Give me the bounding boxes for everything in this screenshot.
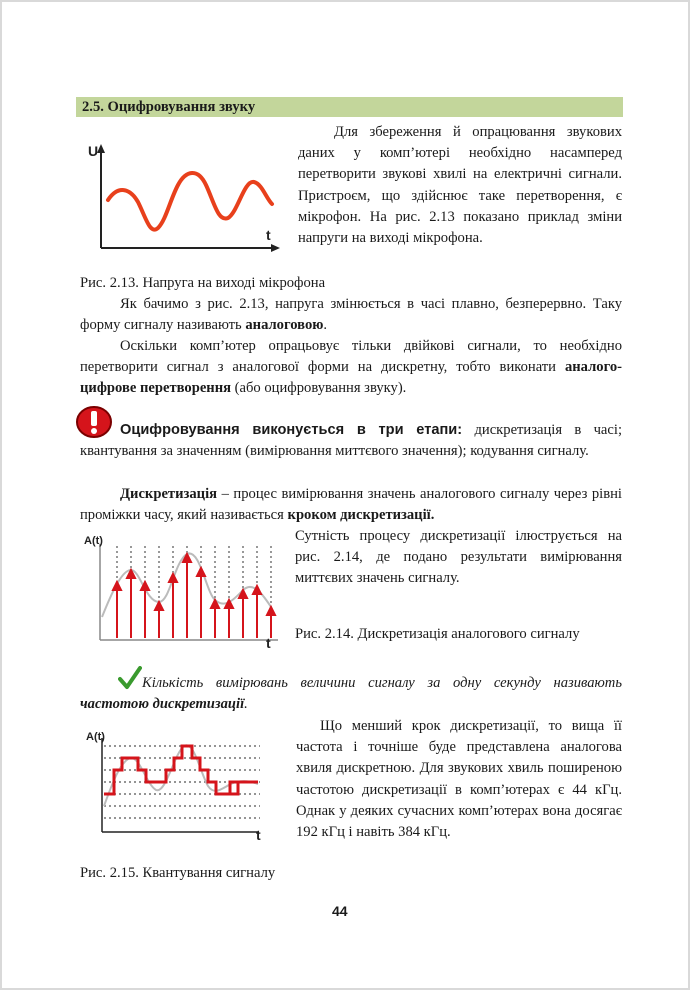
note-three-stages: Оцифровування виконується в три етапи: дискретизація в часі; квантування за значенням (вимірювання миттєвого значення); кодування сигналу.	[80, 422, 622, 460]
definition-sampling-rate: Кількість вимірювань величини сигналу за одну секунду називають частотою дискретизації.	[80, 675, 622, 713]
x-axis-label: t	[256, 827, 261, 842]
figure-2-13-voltage-graph	[86, 140, 286, 260]
paragraph-discretization-intro: Дискретизація – процес вимірювання значень аналогового сигналу через рівні проміжки часу, який називається кроком дискретизації.	[80, 486, 622, 524]
paragraph-adc: Оскільки комп’ютер опрацьовує тільки двійкові сигнали, то необхідно перетворити сигнал з аналогової форми на дискретну, тобто виконати аналого-цифрове перетворення (або оцифровування звуку).	[80, 338, 622, 397]
page	[2, 2, 688, 988]
intro-paragraph: Для збереження й опрацювання звукових даних у комп’ютері необхідно насамперед перетворити звукові хвилі на електричні сигнали. Пристроєм, що здійснює таке перетворення, є мікрофон. На рис. 2.13 показано приклад зміни напруги на виході мікрофона.	[298, 124, 622, 247]
figure-2-15-caption: Рис. 2.15. Квантування сигналу	[80, 865, 276, 881]
figure-2-15-quantization-graph	[82, 724, 267, 842]
paragraph-sampling-frequency: Що менший крок дискретизації, то вища її частота і точніше буде представлена аналогова хвиля дискретною. Для звукових хвиль поширеною частотою дискретизації в комп’ютерах є 44 кГц. Однак у деяких сучасних комп’ютерах вона досягає 192 кГц і навіть 384 кГц.	[296, 718, 622, 841]
x-axis-label: t	[266, 227, 271, 243]
page-number: 44	[332, 903, 348, 919]
paragraph-discretization-explain: Сутність процесу дискретизації ілюструється на рис. 2.14, де подано результати вимірювання миттєвих значень сигналу.	[295, 528, 622, 587]
figure-2-14-sampling-graph	[82, 532, 287, 650]
y-axis-label: A(t)	[86, 731, 105, 743]
y-axis-label: U	[88, 143, 99, 159]
x-axis-label: t	[266, 635, 271, 650]
analog-signal-curve	[108, 173, 272, 230]
figure-2-13-caption: Рис. 2.13. Напруга на виході мікрофона	[80, 275, 326, 291]
section-title: 2.5. Оцифровування звуку	[82, 99, 256, 115]
y-axis-label: A(t)	[84, 535, 103, 547]
figure-2-14-caption: Рис. 2.14. Дискретизація аналогового сигналу	[295, 626, 580, 642]
paragraph-analog: Як бачимо з рис. 2.13, напруга змінюється в часі плавно, безперервно. Таку форму сигналу називають аналоговою.	[80, 296, 622, 334]
